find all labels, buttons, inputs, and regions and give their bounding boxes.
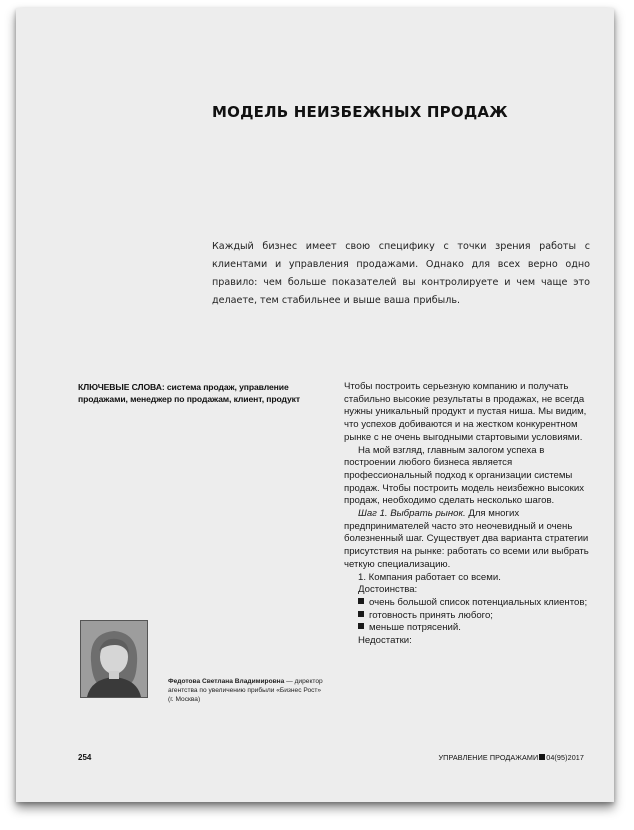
- magazine-page: [16, 8, 614, 802]
- issue-number: 04(95)2017: [546, 753, 584, 762]
- item-1: 1. Компания работает со всеми.: [358, 571, 501, 583]
- bullet-square-icon: [358, 623, 364, 629]
- pros-item-1: очень большой список потенциальных клиентов;: [344, 597, 590, 610]
- cons-label: Недостатки:: [358, 635, 412, 647]
- pros-item-3: меньше потрясений.: [344, 622, 590, 635]
- author-name: Федотова Светлана Владимировна: [168, 678, 285, 685]
- body-step-1: [344, 508, 590, 572]
- body-paragraph-2: На мой взгляд, главным залогом успеха в построении любого бизнеса является профессиональный подход к организации системы продаж. Чтобы построить модель неизбежно высоких продаж, необходимо сделать несколько шагов.: [344, 444, 585, 507]
- keywords-label: КЛЮЧЕВЫЕ СЛОВА:: [78, 382, 165, 392]
- author-portrait-icon: [81, 621, 147, 697]
- author-role: — директор агентства по увеличению прибыли «Бизнес Рост» (г. Москва): [168, 678, 323, 703]
- step-1-text: Для многих предпринимателей часто это неочевидный и очень болезненный шаг. Существует два варианта стратегии присутствия на рынке: работать со всеми или выбрать четкую специализацию.: [344, 508, 589, 570]
- bullet-square-icon: [358, 598, 364, 604]
- pros-item-2: готовность принять любого;: [344, 610, 590, 623]
- article-title: МОДЕЛЬ НЕИЗБЕЖНЫХ ПРОДАЖ: [212, 103, 508, 121]
- page-number: 254: [78, 753, 92, 762]
- keywords-block: [78, 381, 326, 405]
- article-body: [344, 381, 590, 648]
- magazine-name: УПРАВЛЕНИЕ ПРОДАЖАМИ: [438, 753, 539, 762]
- pros-label: Достоинства:: [358, 584, 418, 596]
- body-paragraph-1: Чтобы построить серьезную компанию и получать стабильно высокие результаты в продажах, не всегда нужны уникальный продукт и пустая ниша. Мы видим, что успехов добиваются и на жестком конкурентном рынке с не очень выгодными стартовыми условиями.: [344, 381, 587, 443]
- bullet-square-icon: [358, 611, 364, 617]
- step-1-lead: Шаг 1. Выбрать рынок.: [358, 508, 466, 520]
- article-intro: Каждый бизнес имеет свою специфику с точки зрения работы с клиентами и управления продажами. Однако для всех верно одно правило: чем больше показателей вы контролируете и чем чаще это делаете, тем стабильнее и выше ваша прибыль.: [212, 241, 590, 306]
- author-caption: [168, 678, 328, 704]
- footer-magazine: [439, 753, 584, 762]
- keywords-text: система продаж, управление продажами, менеджер по продажам, клиент, продукт: [78, 382, 300, 404]
- footer-square-icon: [539, 754, 545, 760]
- author-photo: [80, 620, 148, 698]
